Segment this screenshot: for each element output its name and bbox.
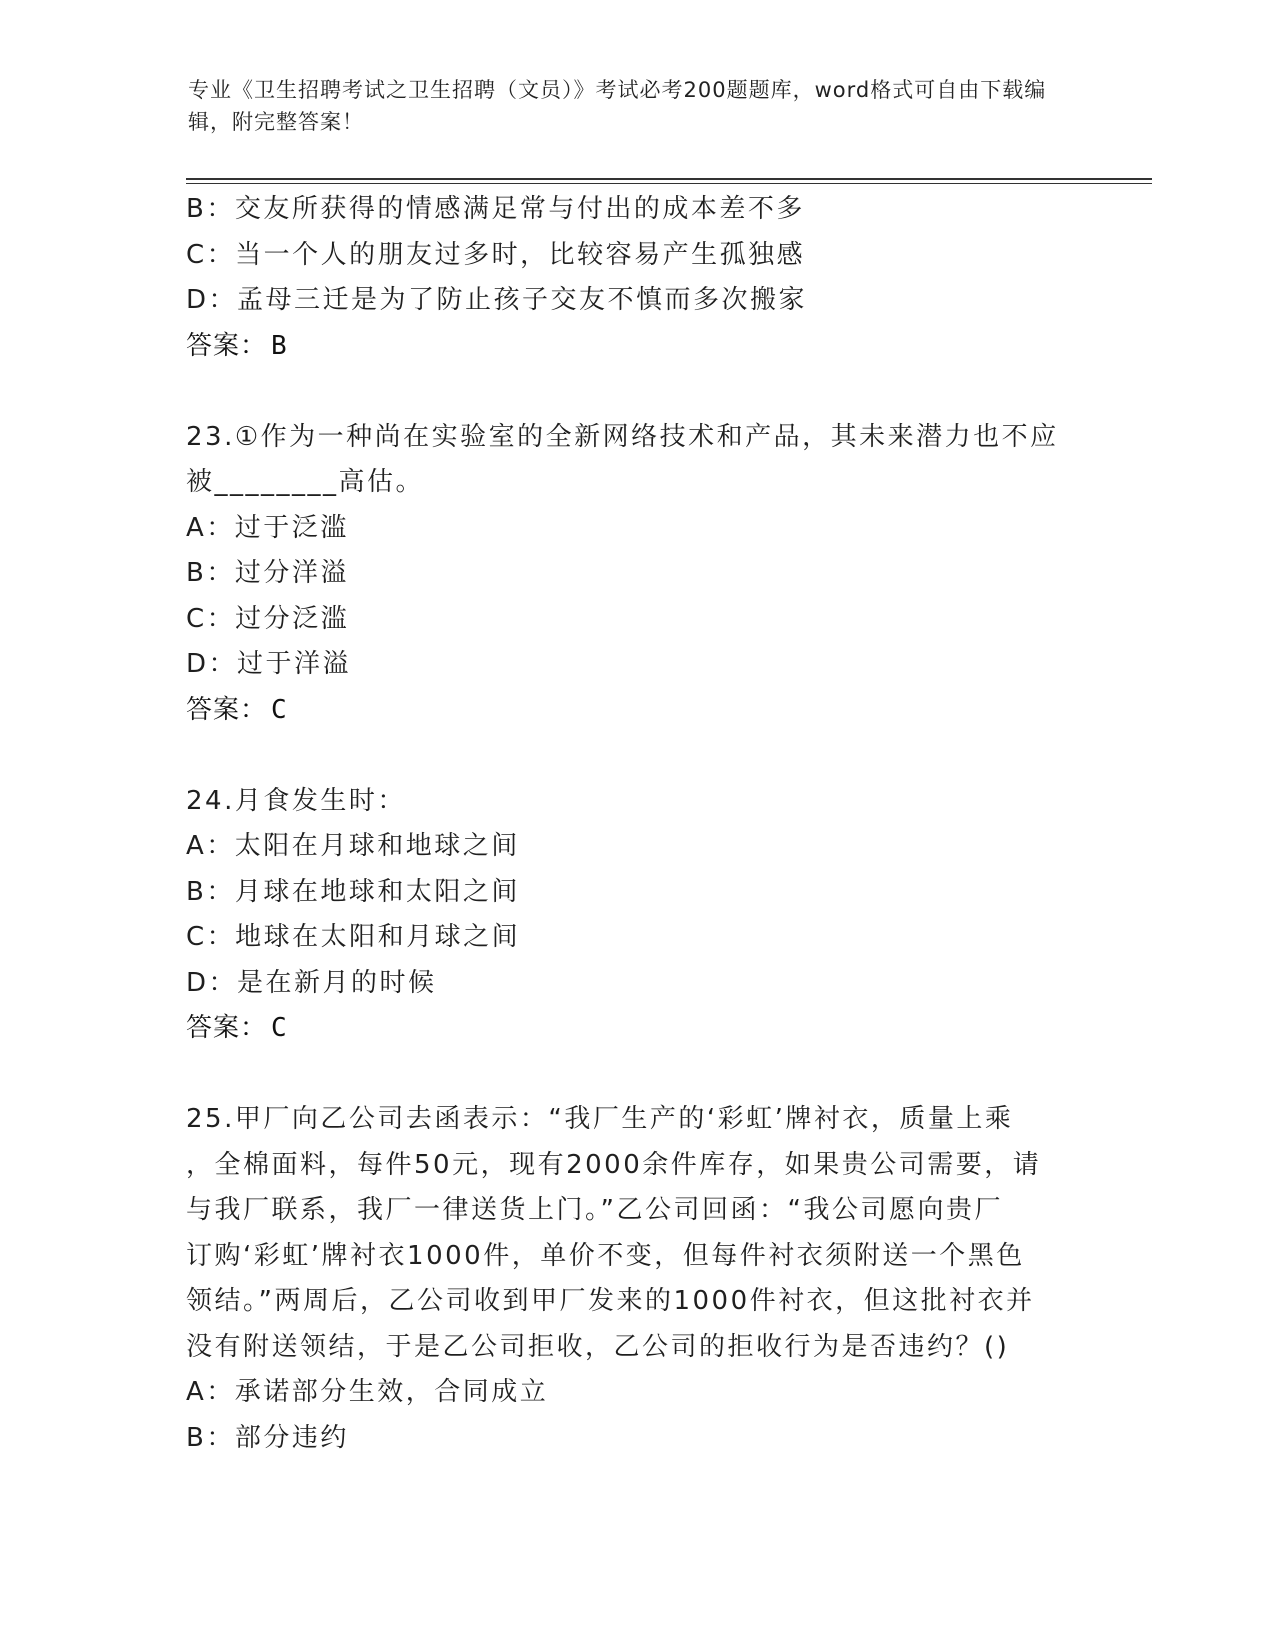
- answer-label: 答案：: [186, 694, 268, 725]
- option-a: A：过于泛滥: [186, 512, 349, 543]
- answer-line: [186, 324, 1086, 370]
- question-stem: 25.甲厂向乙公司去函表示：“我厂生产的‘彩虹’牌衬衣，质量上乘: [186, 1104, 1014, 1134]
- question-stem: ，全棉面料，每件50元，现有2000余件库存，如果贵公司需要，请: [186, 1149, 1042, 1180]
- option-c: C：当一个人的朋友过多时，比较容易产生孤独感: [186, 239, 806, 270]
- question-23: [186, 415, 1086, 734]
- question-stem: 领结。”两周后，乙公司收到甲厂发来的1000件衬衣，但这批衬衣并: [186, 1286, 1035, 1316]
- answer-value: C: [271, 694, 288, 725]
- question-24: [186, 779, 1086, 1052]
- question-stem: 24.月食发生时：: [186, 785, 406, 816]
- option-c: C：过分泛滥: [186, 603, 350, 634]
- answer-value: C: [271, 1013, 288, 1043]
- question-stem: 没有附送领结，于是乙公司拒收，乙公司的拒收行为是否违约？(): [186, 1331, 1010, 1362]
- option-d: D：过于洋溢: [186, 649, 352, 679]
- option-c: C：地球在太阳和月球之间: [186, 922, 521, 952]
- spacer: [186, 1052, 1086, 1098]
- answer-label: 答案：: [186, 330, 268, 361]
- option-d: D：孟母三迁是为了防止孩子交友不慎而多次搬家: [186, 285, 808, 315]
- header-divider-thick: [186, 178, 1152, 180]
- document-header: 专业《卫生招聘考试之卫生招聘（文员）》考试必考200题题库，word格式可自由下载编辑，附完整答案！: [188, 78, 1047, 134]
- question-stem: 被________高估。: [186, 467, 425, 497]
- header-divider-thin: [186, 183, 1152, 184]
- option-b: B：交友所获得的情感满足常与付出的成本差不多: [186, 194, 805, 224]
- question-stem: 23.①作为一种尚在实验室的全新网络技术和产品，其未来潜力也不应: [186, 421, 1059, 452]
- option-b: B：月球在地球和太阳之间: [186, 876, 520, 907]
- spacer: [186, 733, 1086, 779]
- answer-value: B: [271, 330, 288, 361]
- answer-label: 答案：: [186, 1013, 268, 1043]
- question-22: [186, 187, 1086, 369]
- option-a: A：太阳在月球和地球之间: [186, 831, 520, 861]
- question-stem: 订购‘彩虹’牌衬衣1000件，单价不变，但每件衬衣须附送一个黑色: [186, 1240, 1025, 1271]
- question-stem: 与我厂联系，我厂一律送货上门。”乙公司回函：“我公司愿向贵厂: [186, 1195, 1003, 1225]
- option-b: B：过分洋溢: [186, 558, 349, 588]
- option-a: A：承诺部分生效，合同成立: [186, 1377, 549, 1407]
- spacer: [186, 369, 1086, 415]
- option-d: D：是在新月的时候: [186, 967, 437, 998]
- question-25: [186, 1097, 1086, 1461]
- answer-line: [186, 1006, 1086, 1052]
- answer-line: [186, 688, 1086, 734]
- question-content: [186, 187, 1086, 1461]
- option-b: B：部分违约: [186, 1422, 349, 1453]
